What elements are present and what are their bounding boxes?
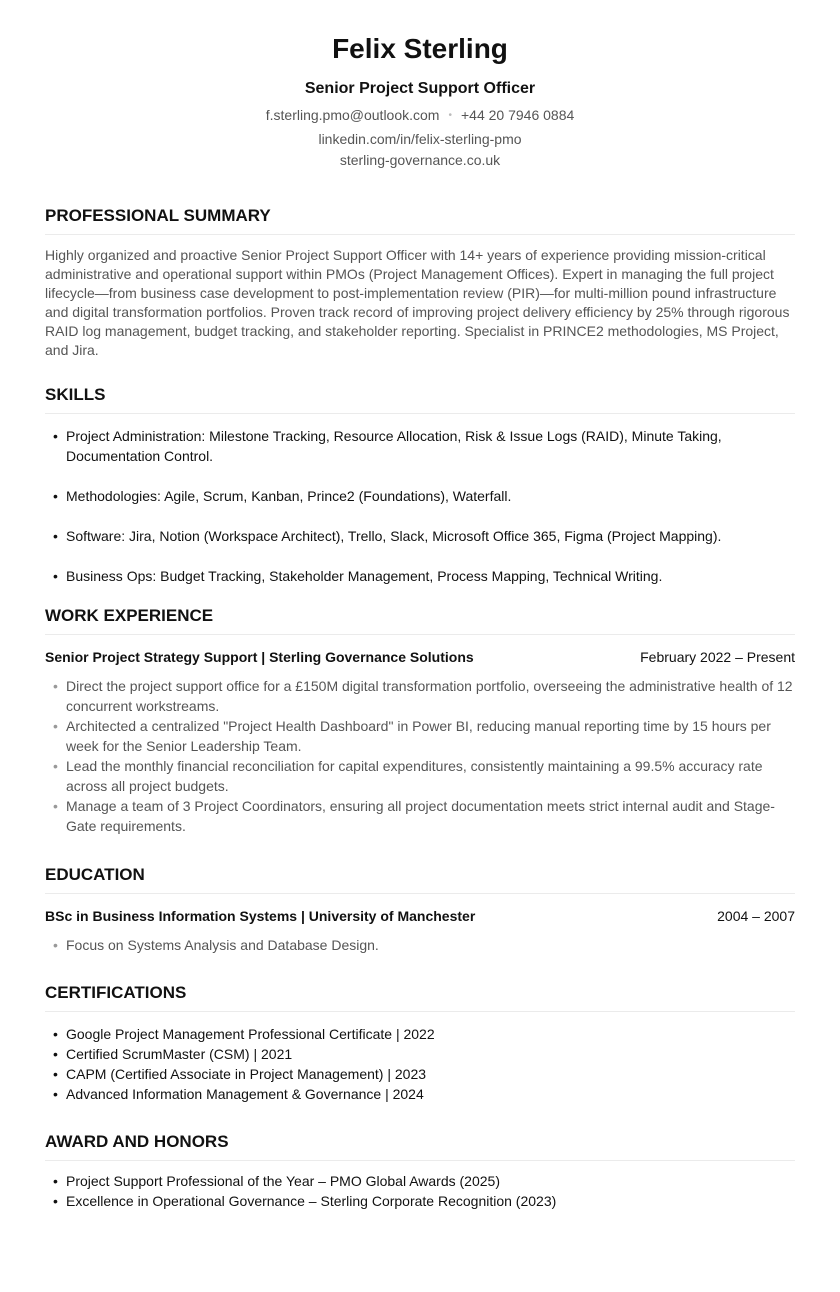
section-title-skills: SKILLS xyxy=(45,385,795,414)
skill-item: • Methodologies: Agile, Scrum, Kanban, Prince2 (Foundations), Waterfall. xyxy=(45,486,795,506)
awards-section xyxy=(45,1132,795,1211)
resume-header xyxy=(45,0,795,172)
education-header xyxy=(45,907,795,925)
skill-item: • Business Ops: Budget Tracking, Stakeholder Management, Process Mapping, Technical Writing. xyxy=(45,566,795,586)
experience-section xyxy=(45,606,795,836)
award-item: • Excellence in Operational Governance – Sterling Corporate Recognition (2023) xyxy=(45,1191,795,1211)
job-date: February 2022 – Present xyxy=(640,648,795,665)
education-bullet: • Focus on Systems Analysis and Database Design. xyxy=(45,935,795,955)
section-title-certifications: CERTIFICATIONS xyxy=(45,983,795,1012)
email-link[interactable]: f.sterling.pmo@outlook.com xyxy=(265,107,440,123)
certifications-list xyxy=(45,1024,795,1104)
candidate-name: Felix Sterling xyxy=(332,33,508,64)
job-bullet: • Direct the project support office for a £150M digital transformation portfolio, overseeing the administrative health of 12 concurrent workstreams. xyxy=(45,676,795,716)
contact-info xyxy=(45,105,795,172)
certification-item: • Certified ScrumMaster (CSM) | 2021 xyxy=(45,1044,795,1064)
job-bullet: • Manage a team of 3 Project Coordinators, ensuring all project documentation meets strict internal audit and Stage-Gate requirements. xyxy=(45,796,795,836)
job-bullets xyxy=(45,676,795,836)
separator-dot: • xyxy=(448,110,452,121)
award-item: • Project Support Professional of the Year – PMO Global Awards (2025) xyxy=(45,1171,795,1191)
summary-text: Highly organized and proactive Senior Project Support Officer with 14+ years of experience providing mission-critical administrative and operational support within PMOs (Project Management Offices). Expert in managing the full project lifecycle—from business case development to post-implementation review (PIR)—for multi-million pound infrastructure and digital transformation portfolios. Proven track record of improving project delivery efficiency by 25% through rigorous RAID log management, budget tracking, and stakeholder reporting. Specialist in PRINCE2 methodologies, MS Project, and Jira. xyxy=(45,246,790,358)
skills-list xyxy=(45,426,795,586)
section-title-experience: WORK EXPERIENCE xyxy=(45,606,795,635)
education-bullets xyxy=(45,935,795,955)
education-date: 2004 – 2007 xyxy=(717,907,795,924)
section-title-summary: PROFESSIONAL SUMMARY xyxy=(45,206,795,235)
certification-item: • CAPM (Certified Associate in Project Management) | 2023 xyxy=(45,1064,795,1084)
candidate-title: Senior Project Support Officer xyxy=(304,80,536,97)
phone-number[interactable]: +44 20 7946 0884 xyxy=(460,107,575,123)
degree-title: BSc in Business Information Systems | University of Manchester xyxy=(45,907,476,924)
job-bullet: • Architected a centralized "Project Health Dashboard" in Power BI, reducing manual reporting time by 15 hours per week for the Senior Leadership Team. xyxy=(45,716,795,756)
skills-section xyxy=(45,385,795,586)
job-header xyxy=(45,648,795,666)
job-bullet: • Lead the monthly financial reconciliation for capital expenditures, consistently maintaining a 99.5% accuracy rate across all project budgets. xyxy=(45,756,795,796)
website-link[interactable]: sterling-governance.co.uk xyxy=(339,152,501,168)
education-section xyxy=(45,865,795,955)
contact-line-1 xyxy=(45,105,795,129)
awards-list xyxy=(45,1171,795,1211)
certifications-section xyxy=(45,983,795,1104)
section-title-education: EDUCATION xyxy=(45,865,795,894)
certification-item: • Advanced Information Management & Governance | 2024 xyxy=(45,1084,795,1104)
linkedin-link[interactable]: linkedin.com/in/felix-sterling-pmo xyxy=(318,130,522,147)
job-title: Senior Project Strategy Support | Sterling Governance Solutions xyxy=(45,648,474,665)
certification-item: • Google Project Management Professional Certificate | 2022 xyxy=(45,1024,795,1044)
skill-item: • Software: Jira, Notion (Workspace Architect), Trello, Slack, Microsoft Office 365, Figma (Project Mapping). xyxy=(45,526,795,546)
summary-section xyxy=(45,206,795,360)
section-title-awards: AWARD AND HONORS xyxy=(45,1132,795,1161)
skill-item: • Project Administration: Milestone Tracking, Resource Allocation, Risk & Issue Logs (RAID), Minute Taking, Documentation Control. xyxy=(45,426,795,466)
